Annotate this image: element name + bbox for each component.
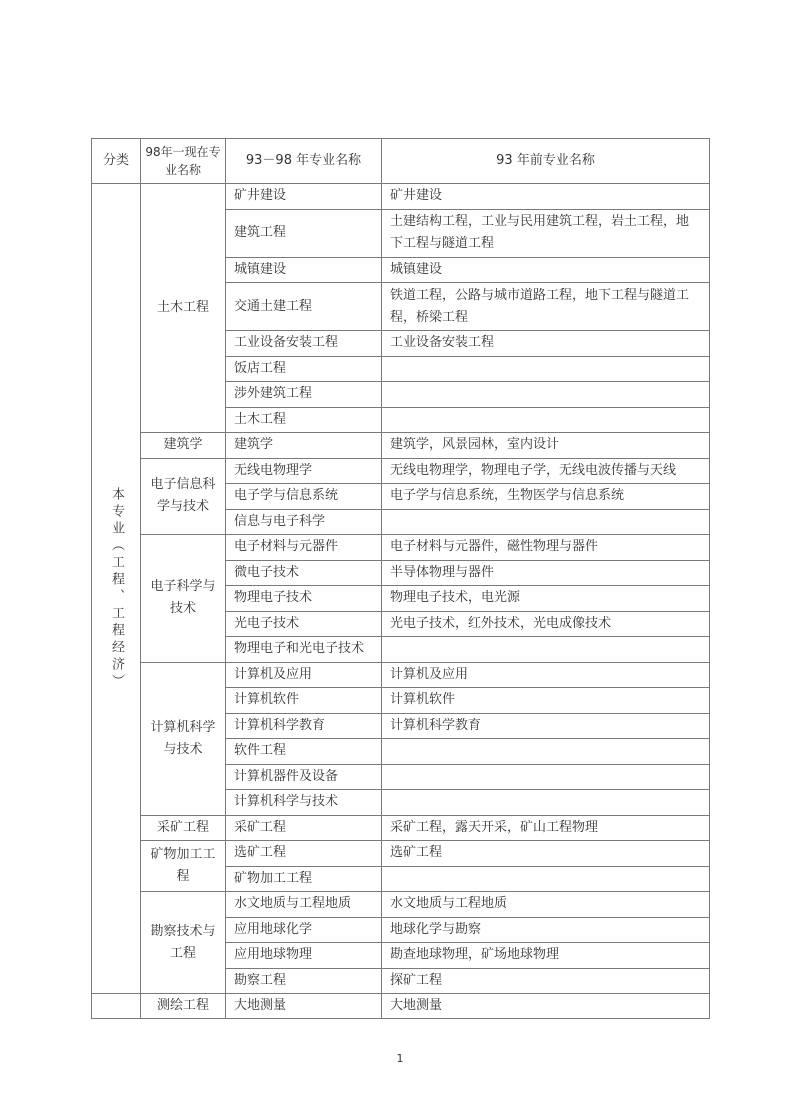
- mid-name: 水文地质与工程地质: [226, 892, 382, 918]
- old-name: 地球化学与勘察: [382, 917, 710, 943]
- mid-name: 交通土建工程: [226, 283, 382, 331]
- old-name: 光电子技术，红外技术，光电成像技术: [382, 611, 710, 637]
- mid-name: 城镇建设: [226, 257, 382, 283]
- mid-name: 矿物加工工程: [226, 866, 382, 892]
- old-name: [382, 790, 710, 816]
- old-name: 无线电物理学，物理电子学，无线电波传播与天线: [382, 458, 710, 484]
- mid-name: 无线电物理学: [226, 458, 382, 484]
- old-name: 探矿工程: [382, 968, 710, 994]
- old-name: 计算机及应用: [382, 662, 710, 688]
- mid-name: 工业设备安装工程: [226, 331, 382, 357]
- old-name: [382, 764, 710, 790]
- old-name: 计算机软件: [382, 688, 710, 714]
- mid-name: 饭店工程: [226, 356, 382, 382]
- mid-name: 勘察工程: [226, 968, 382, 994]
- major-name-table: [91, 138, 710, 1019]
- group-civil: 土木工程: [141, 184, 226, 433]
- old-name: 勘查地球物理，矿场地球物理: [382, 943, 710, 969]
- old-name: 水文地质与工程地质: [382, 892, 710, 918]
- mid-name: 物理电子技术: [226, 586, 382, 612]
- old-name: [382, 407, 710, 433]
- mid-name: 大地测量: [226, 994, 382, 1019]
- group-surveying: 测绘工程: [141, 994, 226, 1019]
- mid-name: 选矿工程: [226, 841, 382, 867]
- group-exploration: 勘察技术与工程: [141, 892, 226, 994]
- mid-name: 计算机科学与技术: [226, 790, 382, 816]
- old-name: [382, 382, 710, 408]
- mid-name: 涉外建筑工程: [226, 382, 382, 408]
- old-name: 电子材料与元器件，磁性物理与器件: [382, 535, 710, 561]
- group-mineral-processing: 矿物加工工程: [141, 841, 226, 892]
- old-name: 土建结构工程，工业与民用建筑工程，岩土工程，地下工程与隧道工程: [382, 209, 710, 257]
- old-name: 物理电子技术，电光源: [382, 586, 710, 612]
- category-cell-empty: [92, 994, 141, 1019]
- old-name: 电子学与信息系统，生物医学与信息系统: [382, 484, 710, 510]
- header-category: 分类: [92, 139, 141, 184]
- group-electronic-science: 电子科学与技术: [141, 535, 226, 663]
- mid-name: 计算机科学教育: [226, 713, 382, 739]
- header-pre-93-name: 93 年前专业名称: [382, 139, 710, 184]
- group-computer: 计算机科学与技术: [141, 662, 226, 815]
- mid-name: 矿井建设: [226, 184, 382, 210]
- mid-name: 光电子技术: [226, 611, 382, 637]
- old-name: 建筑学，风景园林，室内设计: [382, 433, 710, 459]
- mid-name: 计算机器件及设备: [226, 764, 382, 790]
- old-name: 半导体物理与器件: [382, 560, 710, 586]
- mid-name: 建筑学: [226, 433, 382, 459]
- mid-name: 物理电子和光电子技术: [226, 637, 382, 663]
- mid-name: 采矿工程: [226, 815, 382, 841]
- mid-name: 信息与电子科学: [226, 509, 382, 535]
- old-name: [382, 509, 710, 535]
- mid-name: 计算机软件: [226, 688, 382, 714]
- group-architecture: 建筑学: [141, 433, 226, 459]
- old-name: 计算机科学教育: [382, 713, 710, 739]
- old-name: 采矿工程，露天开采，矿山工程物理: [382, 815, 710, 841]
- mid-name: 计算机及应用: [226, 662, 382, 688]
- mid-name: 土木工程: [226, 407, 382, 433]
- mid-name: 电子材料与元器件: [226, 535, 382, 561]
- old-name: 铁道工程，公路与城市道路工程，地下工程与隧道工程，桥梁工程: [382, 283, 710, 331]
- mid-name: 建筑工程: [226, 209, 382, 257]
- old-name: [382, 739, 710, 765]
- category-cell: 本专业（工程、工程经济）: [92, 184, 141, 994]
- mid-name: 应用地球化学: [226, 917, 382, 943]
- mid-name: 软件工程: [226, 739, 382, 765]
- group-mining: 采矿工程: [141, 815, 226, 841]
- group-electronic-info: 电子信息科学与技术: [141, 458, 226, 535]
- old-name: 矿井建设: [382, 184, 710, 210]
- old-name: [382, 637, 710, 663]
- old-name: 城镇建设: [382, 257, 710, 283]
- header-93-98-name: 93－98 年专业名称: [226, 139, 382, 184]
- header-current-name: 98年一现在专业名称: [141, 139, 226, 184]
- old-name: 选矿工程: [382, 841, 710, 867]
- old-name: [382, 356, 710, 382]
- old-name: 工业设备安装工程: [382, 331, 710, 357]
- mid-name: 电子学与信息系统: [226, 484, 382, 510]
- mid-name: 应用地球物理: [226, 943, 382, 969]
- mid-name: 微电子技术: [226, 560, 382, 586]
- page-number: 1: [396, 1052, 404, 1065]
- old-name: 大地测量: [382, 994, 710, 1019]
- old-name: [382, 866, 710, 892]
